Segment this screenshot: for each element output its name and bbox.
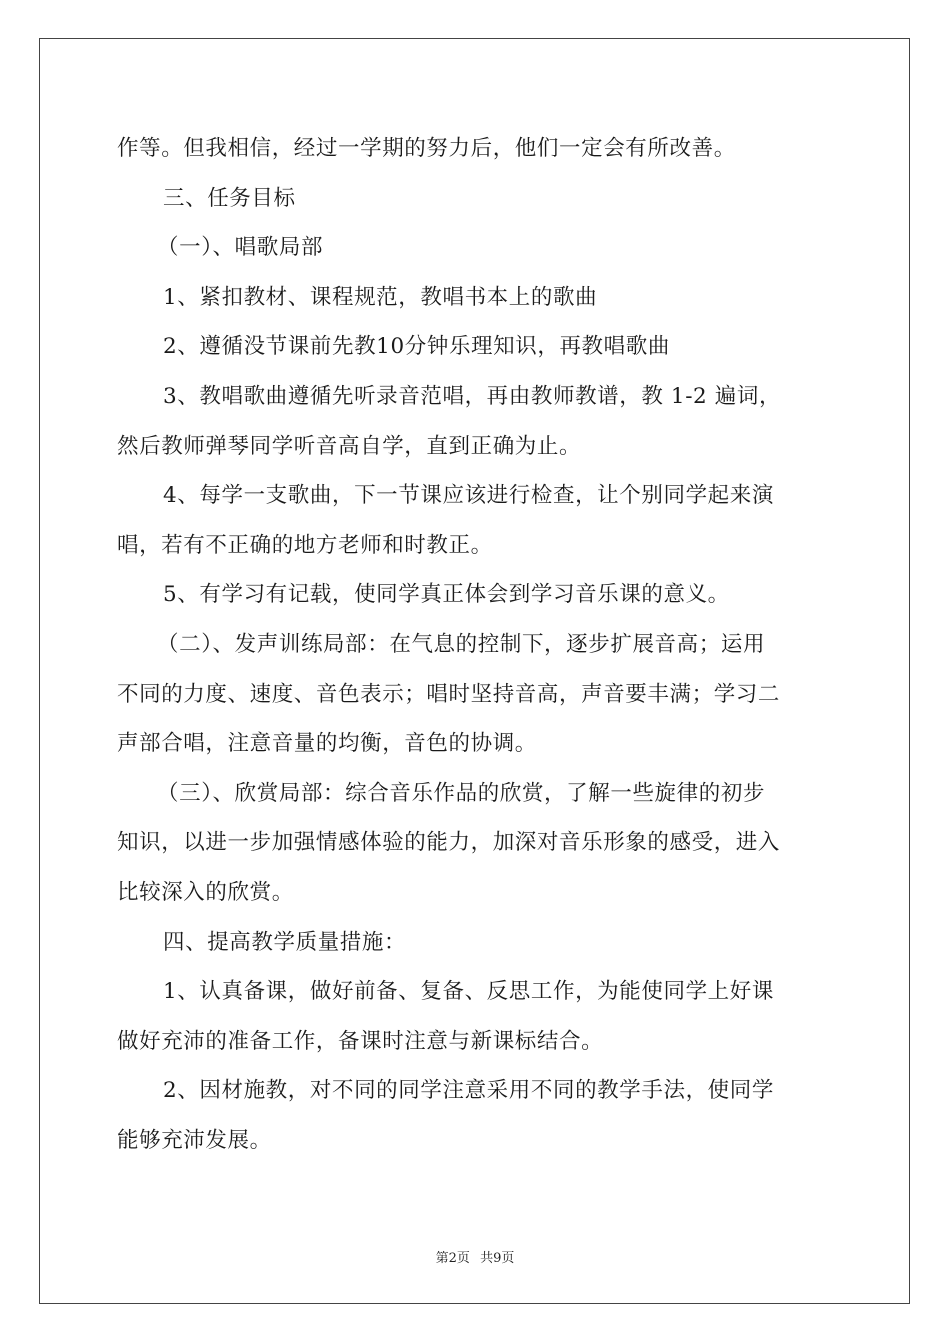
text-line: 1、认真备课，做好前备、复备、反思工作，为能使同学上好课 (163, 979, 774, 1005)
text-line: 5、有学习有记载，使同学真正体会到学习音乐课的意义。 (163, 582, 730, 608)
page-number: 第2页 (435, 1251, 470, 1266)
section-heading: 四、提高教学质量措施： (163, 929, 407, 955)
text-line: 唱，若有不正确的地方老师和时教正。 (117, 532, 493, 558)
text-line: （三）、欣赏局部：综合音乐作品的欣赏，了解一些旋律的初步 (157, 780, 766, 806)
page-footer (0, 1247, 950, 1266)
text-line: 知识，以进一步加强情感体验的能力，加深对音乐形象的感受，进入 (117, 830, 781, 856)
text-line: 1、紧扣教材、课程规范，教唱书本上的歌曲 (163, 284, 598, 310)
text-line: 比较深入的欣赏。 (117, 879, 294, 905)
text-line: 3、教唱歌曲遵循先听录音范唱，再由教师教谱，教 1-2 遍词， (163, 383, 782, 409)
page-total: 共9页 (480, 1251, 515, 1266)
text-line: 能够充沛发展。 (117, 1127, 272, 1153)
text-line: 做好充沛的准备工作，备课时注意与新课标结合。 (117, 1028, 604, 1054)
text-line: 4、每学一支歌曲，下一节课应该进行检查，让个别同学起来演 (163, 483, 774, 509)
document-body (117, 124, 833, 1165)
text-line: 2、因材施教，对不同的同学注意采用不同的教学手法，使同学 (163, 1078, 774, 1104)
text-line: 不同的力度、速度、音色表示；唱时坚持音高，声音要丰满；学习二 (117, 681, 781, 707)
text-line: 声部合唱，注意音量的均衡，音色的协调。 (117, 731, 537, 757)
text-line: 然后教师弹琴同学听音高自学，直到正确为止。 (117, 433, 582, 459)
subsection-heading: （一）、唱歌局部 (157, 235, 324, 261)
text-line: 作等。但我相信，经过一学期的努力后，他们一定会有所改善。 (117, 136, 736, 161)
text-line: 2、遵循没节课前先教10分钟乐理知识，再教唱歌曲 (163, 334, 670, 360)
text-line: （二）、发声训练局部：在气息的控制下，逐步扩展音高；运用 (157, 631, 766, 657)
section-heading: 三、任务目标 (163, 185, 296, 211)
